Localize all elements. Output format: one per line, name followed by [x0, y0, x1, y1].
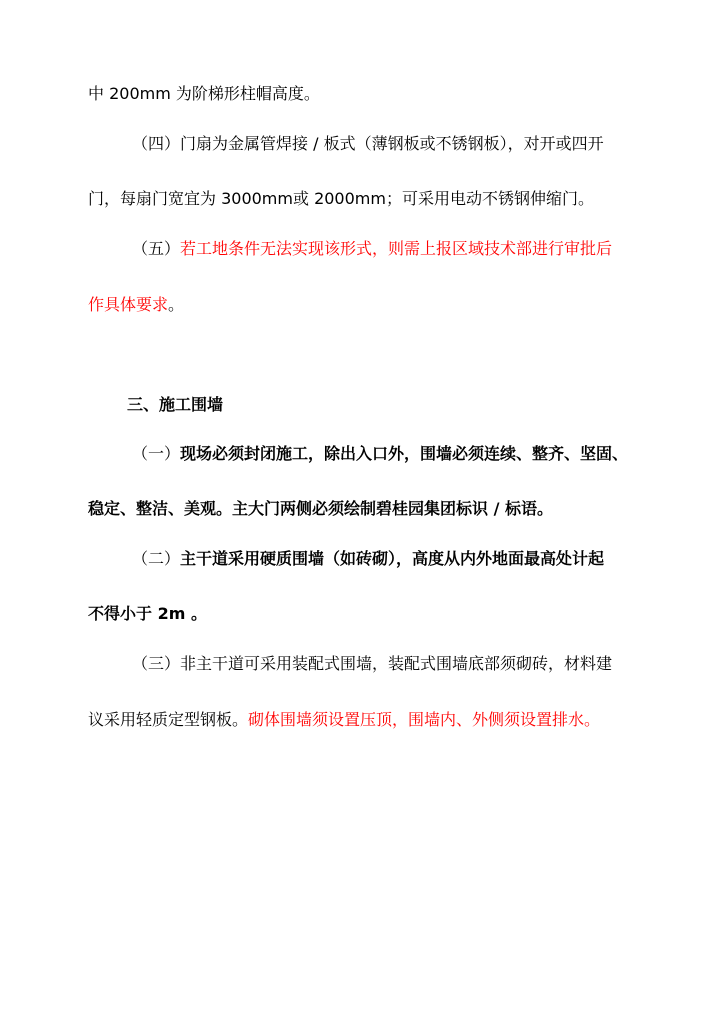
wall-paragraph-3-line-2: [88, 710, 724, 730]
paragraph-5-prefix: （五）: [132, 239, 181, 258]
section-heading: 三、施工围墙: [127, 395, 224, 414]
wall-paragraph-2-text: 主干道采用硬质围墙（如砖砌），高度从内外地面最高处计起: [180, 549, 605, 568]
wall-paragraph-3-line-1: （三）非主干道可采用装配式围墙，装配式围墙底部须砌砖，材料建: [132, 654, 613, 673]
wall-paragraph-3-red-text: 砌体围墙须设置压顶，围墙内、外侧须设置排水。: [248, 710, 601, 729]
paragraph-5-red-text-2: 作具体要求: [88, 295, 169, 314]
paragraph-4-line-1: （四）门扇为金属管焊接 / 板式（薄钢板或不锈钢板），对开或四开: [132, 134, 604, 153]
wall-paragraph-1-prefix: （一）: [132, 444, 181, 463]
wall-paragraph-3-text: 议采用轻质定型钢板。: [88, 710, 249, 729]
wall-paragraph-2-prefix: （二）: [132, 549, 181, 568]
paragraph-5-red-text: 若工地条件无法实现该形式，则需上报区域技术部进行审批后: [180, 239, 613, 258]
wall-paragraph-1-text: 现场必须封闭施工，除出入口外，围墙必须连续、整齐、坚固、: [180, 444, 629, 463]
paragraph-continuation: 中 200mm 为阶梯形柱帽高度。: [88, 84, 320, 103]
wall-paragraph-2-line-1: [132, 549, 724, 569]
paragraph-5-suffix: 。: [168, 295, 185, 314]
paragraph-4-line-2: 门，每扇门宽宜为 3000mm或 2000mm；可采用电动不锈钢伸缩门。: [88, 189, 594, 208]
paragraph-5-line-2: [88, 295, 724, 315]
wall-paragraph-1-line-2: 稳定、整洁、美观。主大门两侧必须绘制碧桂园集团标识 / 标语。: [88, 499, 553, 518]
paragraph-5-line-1: [132, 239, 724, 259]
wall-paragraph-2-line-2: 不得小于 2m 。: [88, 604, 207, 623]
wall-paragraph-1-line-1: [132, 444, 724, 464]
